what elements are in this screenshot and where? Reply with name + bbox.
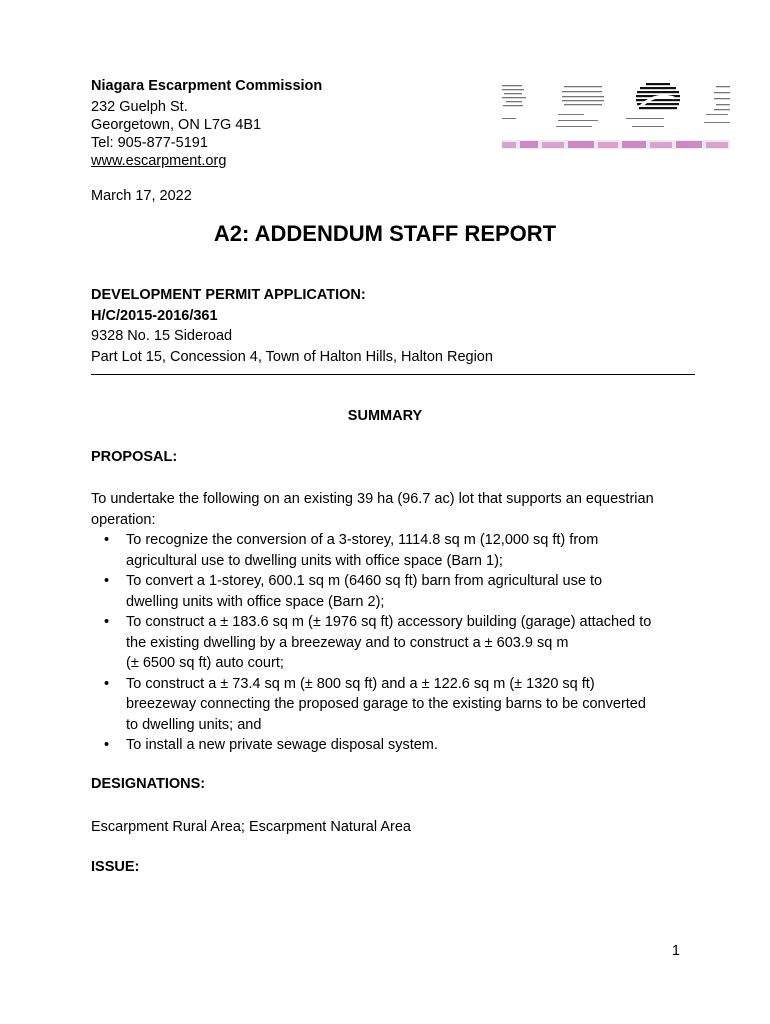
list-item — [91, 674, 691, 736]
list-item — [91, 530, 691, 571]
list-item-line: agricultural use to dwelling units with office space (Barn 1); — [126, 552, 503, 569]
list-item-line: To construct a ± 183.6 sq m (± 1976 sq ft) accessory building (garage) attached to — [126, 614, 652, 630]
list-item-line: To install a new private sewage disposal system. — [126, 737, 438, 753]
bullet-icon: • — [104, 532, 110, 548]
list-item-line: breezeway connecting the proposed garage to the existing barns to be converted — [126, 696, 646, 712]
list-item-line: To convert a 1-storey, 600.1 sq m (6460 sq ft) barn from agricultural use to — [126, 573, 603, 589]
horizontal-divider — [91, 374, 695, 375]
proposal-list — [91, 530, 691, 756]
telephone: Tel: 905-877-5191 — [91, 135, 208, 151]
list-item-line: to dwelling units; and — [126, 716, 262, 733]
list-item-line: To recognize the conversion of a 3-storey, 1114.8 sq m (12,000 sq ft) from — [126, 532, 599, 548]
designations-heading: DESIGNATIONS: — [91, 776, 206, 792]
report-title: A2: ADDENDUM STAFF REPORT — [213, 221, 557, 246]
organization-name: Niagara Escarpment Commission — [91, 78, 323, 94]
bullet-icon: • — [104, 737, 110, 753]
application-details — [91, 285, 493, 367]
niagara-escarpment-logo-icon — [500, 80, 732, 155]
property-address: 9328 No. 15 Sideroad — [91, 328, 233, 344]
website-link[interactable]: www.escarpment.org — [91, 153, 227, 169]
bullet-icon: • — [104, 675, 110, 692]
list-item — [91, 571, 691, 612]
list-item-line: To construct a ± 73.4 sq m (± 800 sq ft) and a ± 122.6 sq m (± 1320 sq ft) — [126, 675, 595, 692]
designations-text: Escarpment Rural Area; Escarpment Natural Area — [91, 819, 411, 835]
list-item-line: dwelling units with office space (Barn 2); — [126, 593, 385, 610]
letterhead — [91, 77, 322, 170]
bullet-icon: • — [104, 573, 110, 589]
list-item-line: (± 6500 sq ft) auto court; — [126, 655, 284, 671]
proposal-heading: PROPOSAL: — [91, 449, 178, 465]
proposal-intro-line: operation: — [91, 511, 156, 528]
bullet-icon: • — [104, 614, 110, 630]
list-item — [91, 612, 691, 674]
report-date: March 17, 2022 — [91, 188, 192, 204]
list-item-line: the existing dwelling by a breezeway and to construct a ± 603.9 sq m — [126, 634, 569, 651]
summary-heading: SUMMARY — [347, 408, 423, 424]
proposal-intro-line: To undertake the following on an existing 39 ha (96.7 ac) lot that supports an equestrian — [91, 491, 654, 507]
list-item — [91, 735, 691, 756]
proposal-intro — [91, 489, 691, 530]
city-address: Georgetown, ON L7G 4B1 — [91, 117, 262, 133]
application-heading: DEVELOPMENT PERMIT APPLICATION: — [91, 287, 366, 303]
legal-description: Part Lot 15, Concession 4, Town of Halton Hills, Halton Region — [91, 348, 493, 365]
page-number: 1 — [671, 943, 680, 959]
issue-heading: ISSUE: — [91, 859, 140, 875]
street-address: 232 Guelph St. — [91, 99, 188, 115]
file-number: H/C/2015-2016/361 — [91, 307, 218, 324]
